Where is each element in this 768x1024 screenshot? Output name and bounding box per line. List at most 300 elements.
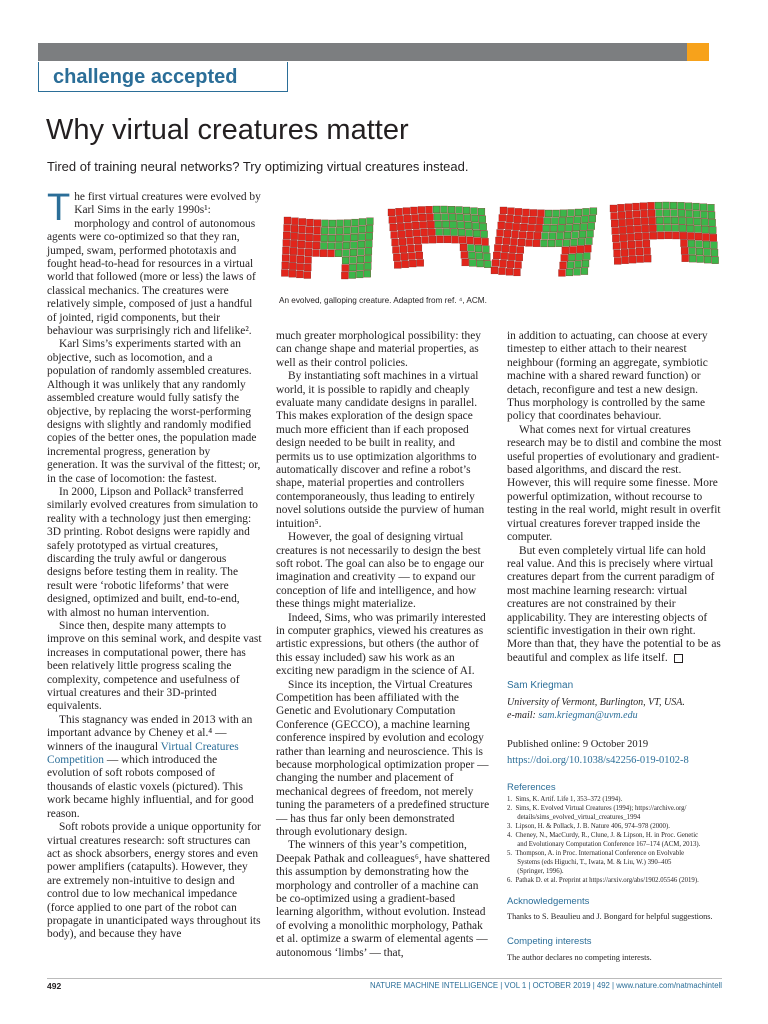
- voxel: [515, 262, 522, 269]
- voxel: [634, 218, 641, 225]
- voxel: [610, 205, 617, 212]
- voxel: [464, 215, 471, 222]
- voxel: [289, 263, 296, 270]
- voxel: [365, 248, 372, 255]
- voxel: [577, 246, 584, 253]
- voxel: [451, 229, 458, 236]
- voxel: [625, 204, 632, 211]
- voxel: [505, 223, 512, 230]
- voxel: [655, 202, 662, 209]
- voxel: [533, 240, 540, 247]
- voxel: [626, 219, 633, 226]
- voxel: [544, 218, 551, 225]
- voxel: [435, 221, 442, 228]
- voxel: [693, 203, 700, 210]
- voxel: [283, 232, 290, 239]
- voxel: [344, 227, 351, 234]
- voxel: [329, 220, 336, 227]
- paragraph: Soft robots provide a unique opportunity for virtual creatures research: soft structures can act as shock absorbers, energy stores and even power amplifiers (catapults). However, they are extremely non-intuitive to design and control due to low mechanical impedance (force applied to one part of the robot can propagate in unanticipated ways throughout its body), and because they have: [47, 821, 261, 941]
- voxel: [343, 242, 350, 249]
- paragraph: Since then, despite many attempts to improve on this seminal work, and despite vast increases in computational power, there has been relatively little progress scaling the complexity, competence and usefulness of virtual creatures and their 3D-printed equivalents.: [47, 620, 262, 713]
- voxel: [671, 210, 678, 217]
- voxel: [365, 240, 372, 247]
- voxel: [320, 242, 327, 249]
- voxel: [463, 207, 470, 214]
- voxel: [298, 234, 305, 241]
- voxel: [328, 243, 335, 250]
- voxel: [426, 206, 433, 213]
- voxel: [563, 240, 570, 247]
- voxel: [282, 262, 289, 269]
- voxel: [321, 235, 328, 242]
- paragraph-text: — which introduced the evolution of soft robots composed of thousands of elastic voxels (pictured). This work became highly influential, and for good reason.: [47, 754, 254, 820]
- voxel: [460, 244, 467, 251]
- voxel: [313, 235, 320, 242]
- voxel: [657, 232, 664, 239]
- voxel: [305, 242, 312, 249]
- voxel: [694, 218, 701, 225]
- voxel: [704, 256, 711, 263]
- creature-pose: [281, 217, 373, 279]
- voxel: [419, 214, 426, 221]
- voxel: [471, 215, 478, 222]
- column-3: [507, 330, 723, 964]
- voxel: [582, 260, 589, 267]
- voxel: [681, 240, 688, 247]
- voxel: [686, 218, 693, 225]
- voxel: [686, 210, 693, 217]
- voxel: [465, 222, 472, 229]
- voxel: [290, 240, 297, 247]
- voxel: [650, 232, 657, 239]
- author-name: Sam Kriegman: [507, 680, 574, 692]
- voxel: [444, 236, 451, 243]
- voxel: [441, 214, 448, 221]
- voxel: [396, 208, 403, 215]
- voxel: [502, 245, 509, 252]
- email-link[interactable]: sam.kriegman@uvm.edu: [538, 709, 638, 721]
- voxel: [618, 204, 625, 211]
- voxel: [304, 272, 311, 279]
- voxel: [284, 217, 291, 224]
- voxel: [461, 252, 468, 259]
- voxel: [671, 217, 678, 224]
- voxel: [357, 264, 364, 271]
- voxel: [516, 254, 523, 261]
- voxel: [477, 260, 484, 267]
- voxel: [467, 237, 474, 244]
- voxel: [536, 217, 543, 224]
- voxel: [474, 238, 481, 245]
- paragraph: In 2000, Lipson and Pollack³ transferred similarly evolved creatures from simulation to reality with a technology just then emerging: 3D printing. Robot designs were rapidly and safely prototyped as virtual creatures, discarding the truly awful or dangerous designs before testing them in reality. The result were ‘robotic lifeforms’ that were designed, optimized and built, end-to-end, with almost no human intervention.: [47, 485, 258, 619]
- voxel: [342, 257, 349, 264]
- voxel: [307, 219, 314, 226]
- voxel: [711, 249, 718, 256]
- competition-link[interactable]: Virtual Creatures Competition: [47, 740, 239, 767]
- voxel: [704, 249, 711, 256]
- voxel: [506, 215, 513, 222]
- voxel: [575, 209, 582, 216]
- voxel: [648, 210, 655, 217]
- voxel: [571, 239, 578, 246]
- voxel: [644, 248, 651, 255]
- voxel: [356, 271, 363, 278]
- paragraph: Indeed, Sims, who was primarily interested in computer graphics, viewed his creatures as artistic expressions, but others (the author of this essay included) saw his work as an exciting new paradigm in the science of AI.: [276, 611, 486, 678]
- references-heading: References: [507, 782, 556, 794]
- end-mark-icon: [674, 654, 683, 663]
- voxel: [475, 245, 482, 252]
- voxel: [514, 269, 521, 276]
- voxel: [290, 248, 297, 255]
- voxel: [437, 236, 444, 243]
- voxel: [712, 257, 719, 264]
- voxel: [709, 227, 716, 234]
- voxel: [366, 225, 373, 232]
- voxel: [681, 247, 688, 254]
- voxel: [351, 227, 358, 234]
- voxel: [415, 245, 422, 252]
- voxel: [412, 222, 419, 229]
- voxel: [576, 253, 583, 260]
- voxel: [566, 217, 573, 224]
- voxel: [702, 226, 709, 233]
- voxel: [429, 236, 436, 243]
- voxel: [359, 226, 366, 233]
- voxel: [559, 217, 566, 224]
- paragraph: However, the goal of designing virtual creatures is not necessarily to design the best soft robot. The goal can also be to engage our imagination and creativity — to expand our conception of life and intelligence, and how these things might materialize.: [276, 531, 484, 611]
- voxel: [305, 257, 312, 264]
- paragraph-text: But even completely virtual life can hold real value. And this is precisely where virtual creatures depart from the current paradigm of most machine learning research: virtual creatures are not constrained by their applicability. They are interesting objects of scientific investigation in their own right. More than that, they have the potential to be as beautiful and complex as life itself.: [507, 544, 721, 664]
- doi-link[interactable]: https://doi.org/10.1038/s42256-019-0102-8: [507, 754, 689, 766]
- voxel: [614, 250, 621, 257]
- voxel: [679, 217, 686, 224]
- section-tag: [38, 62, 288, 92]
- voxel: [672, 232, 679, 239]
- voxel: [483, 246, 490, 253]
- voxel: [566, 269, 573, 276]
- voxel: [629, 256, 636, 263]
- reference-line: 1. Sims, K. Artif. Life 1, 353–372 (1994).: [507, 795, 623, 803]
- voxel: [694, 226, 701, 233]
- voxel: [663, 210, 670, 217]
- voxel: [282, 255, 289, 262]
- references-list: [507, 795, 723, 885]
- voxel: [414, 237, 421, 244]
- voxel: [448, 206, 455, 213]
- acknowledgements-text: Thanks to S. Beaulieu and J. Bongard for helpful suggestions.: [507, 912, 713, 921]
- voxel: [459, 237, 466, 244]
- voxel: [612, 228, 619, 235]
- voxel: [457, 222, 464, 229]
- voxel: [358, 249, 365, 256]
- voxel: [343, 235, 350, 242]
- voxel: [436, 229, 443, 236]
- voxel: [583, 253, 590, 260]
- voxel: [700, 204, 707, 211]
- voxel: [678, 202, 685, 209]
- voxel: [289, 270, 296, 277]
- voxel: [473, 230, 480, 237]
- voxel: [390, 224, 397, 231]
- voxel: [534, 232, 541, 239]
- voxel: [633, 211, 640, 218]
- voxel: [541, 240, 548, 247]
- voxel: [565, 225, 572, 232]
- competing-interests-text: The author declares no competing interests.: [507, 952, 652, 962]
- voxel: [350, 242, 357, 249]
- voxel: [433, 206, 440, 213]
- voxel: [349, 264, 356, 271]
- voxel: [588, 223, 595, 230]
- voxel: [364, 263, 371, 270]
- voxel: [421, 229, 428, 236]
- reference-line: 5. Thompson, A. in Proc. International Conference on Evolvable: [507, 849, 685, 857]
- voxel: [689, 255, 696, 262]
- voxel: [472, 223, 479, 230]
- voxel: [528, 225, 535, 232]
- journal-footer: NATURE MACHINE INTELLIGENCE | VOL 1 | OCTOBER 2019 | 492 | www.nature.com/natmachintell: [369, 981, 722, 990]
- voxel: [708, 212, 715, 219]
- voxel: [551, 218, 558, 225]
- voxel: [530, 210, 537, 217]
- voxel: [520, 224, 527, 231]
- reference-line: details/sims_evolved_virtual_creatures_1994: [507, 813, 641, 821]
- voxel: [499, 268, 506, 275]
- voxel: [389, 217, 396, 224]
- voxel: [636, 248, 643, 255]
- voxel: [434, 214, 441, 221]
- voxel: [349, 272, 356, 279]
- voxel: [559, 270, 566, 277]
- paragraph: Karl Sims’s experiments started with an objective, such as locomotion, and a population of randomly assembled creatures. Although it was unlikely that any randomly assembled creature would fully satisfy the objective, by replacing the worst-performing designs with slightly and randomly modified copies of the better ones, the population made incremental progress, generation by generation. It was the survival of the fittest; or, in the case of locomotion: the fastest.: [47, 338, 261, 485]
- voxel: [322, 220, 329, 227]
- voxel: [514, 216, 521, 223]
- voxel: [503, 238, 510, 245]
- voxel: [526, 240, 533, 247]
- reference-line: Systems (eds Higuchi, T., Iwata, M. & Liu, W.) 390–405: [507, 858, 672, 866]
- voxel: [291, 225, 298, 232]
- voxel: [579, 231, 586, 238]
- voxel: [696, 241, 703, 248]
- voxel: [696, 248, 703, 255]
- voxel: [411, 207, 418, 214]
- reference-line: 2. Sims, K. Evolved Virtual Creatures (1994); https://archive.org/: [507, 804, 687, 812]
- paragraph: What comes next for virtual creatures research may be to distil and combine the most useful properties of evolutionary and gradient-based algorithms, and discard the rest. However, this will require some finesse. More powerful optimization, without recourse to testing in the real world, might result in overfit virtual creatures forever trapped inside the computer.: [507, 423, 722, 544]
- footer-rule: [47, 978, 722, 979]
- voxel: [480, 223, 487, 230]
- voxel: [428, 229, 435, 236]
- voxel: [283, 247, 290, 254]
- voxel: [299, 219, 306, 226]
- voxel: [621, 242, 628, 249]
- voxel: [627, 226, 634, 233]
- voxel: [417, 260, 424, 267]
- voxel: [283, 240, 290, 247]
- voxel: [635, 233, 642, 240]
- voxel: [403, 208, 410, 215]
- voxel: [491, 267, 498, 274]
- voxel: [561, 255, 568, 262]
- voxel: [418, 207, 425, 214]
- voxel: [341, 272, 348, 279]
- voxel: [442, 221, 449, 228]
- voxel: [299, 226, 306, 233]
- voxel: [305, 249, 312, 256]
- voxel: [672, 225, 679, 232]
- voxel: [560, 262, 567, 269]
- voxel: [678, 210, 685, 217]
- voxel: [581, 268, 588, 275]
- voxel: [344, 220, 351, 227]
- voxel: [641, 218, 648, 225]
- voxel: [335, 250, 342, 257]
- voxel: [629, 249, 636, 256]
- voxel: [413, 230, 420, 237]
- voxel: [329, 228, 336, 235]
- voxel: [452, 236, 459, 243]
- voxel: [643, 240, 650, 247]
- paragraph-text: This stagnancy was ended in 2013 with an important advance by Cheney et al.⁴ — winners of the inaugural: [47, 713, 253, 753]
- voxel: [634, 226, 641, 233]
- voxel: [573, 224, 580, 231]
- voxel: [306, 234, 313, 241]
- voxel: [450, 221, 457, 228]
- voxel: [682, 255, 689, 262]
- voxel: [441, 206, 448, 213]
- voxel: [391, 232, 398, 239]
- voxel: [402, 261, 409, 268]
- reference-line: (Springer, 1996).: [507, 867, 564, 875]
- voxel: [367, 218, 374, 225]
- voxel: [680, 232, 687, 239]
- voxel: [482, 238, 489, 245]
- voxel: [359, 219, 366, 226]
- voxel: [468, 245, 475, 252]
- voxel: [587, 230, 594, 237]
- voxel: [670, 202, 677, 209]
- voxel: [404, 215, 411, 222]
- voxel: [679, 225, 686, 232]
- voxel: [501, 253, 508, 260]
- voxel: [336, 235, 343, 242]
- voxel: [663, 202, 670, 209]
- voxel: [656, 217, 663, 224]
- voxel: [352, 219, 359, 226]
- voxel: [321, 227, 328, 234]
- voxel: [572, 232, 579, 239]
- creature-pose: [491, 207, 597, 276]
- voxel: [695, 233, 702, 240]
- voxel: [685, 203, 692, 210]
- voxel: [358, 241, 365, 248]
- voxel: [633, 203, 640, 210]
- voxel: [512, 231, 519, 238]
- reference-line: 4. Cheney, N., MacCurdy, R., Clune, J. & Lipson, H. in Proc. Genetic: [507, 831, 699, 839]
- creature-pose: [610, 202, 719, 264]
- voxel: [304, 264, 311, 271]
- email-label: e-mail:: [507, 709, 539, 721]
- column-2: [276, 330, 491, 960]
- voxel: [343, 250, 350, 257]
- page-number: 492: [47, 981, 62, 991]
- paragraph: By instantiating soft machines in a virtual world, it is possible to rapidly and cheaply evaluate many candidate designs in parallel. This makes exploration of the design space much more efficient than if each proposed design needed to be built in reality, and permits us to use optimization algorithms to automatically discover and refine a robot’s shape, material properties and controllers contemporaneously, thus leading to entirely novel solutions outside the purview of human intuition⁵.: [276, 370, 485, 530]
- voxel: [688, 240, 695, 247]
- voxel: [297, 256, 304, 263]
- voxel: [351, 234, 358, 241]
- voxel: [306, 227, 313, 234]
- voxel: [701, 211, 708, 218]
- voxel: [313, 242, 320, 249]
- voxel: [313, 250, 320, 257]
- voxel: [568, 210, 575, 217]
- voxel: [476, 253, 483, 260]
- voxel: [498, 222, 505, 229]
- voxel: [416, 252, 423, 259]
- voxel: [458, 229, 465, 236]
- author-affiliation: University of Vermont, Burlington, VT, USA.: [507, 696, 685, 708]
- voxel: [407, 238, 414, 245]
- voxel: [687, 233, 694, 240]
- paragraph: Since its inception, the Virtual Creatures Competition has been affiliated with the Genetic and Evolutionary Computation Conference (GECCO), a machine learning conference inspired by evolution and ecology rather than learning and neuroscience. This is because morphological optimization proper — changing the number and placement of mechanical degrees of freedom, not merely tuning the parameters of a predefined structure — has thus far only been demonstrated through evolutionary design.: [276, 678, 490, 839]
- voxel: [511, 238, 518, 245]
- voxel: [290, 255, 297, 262]
- voxel: [611, 220, 618, 227]
- voxel: [336, 227, 343, 234]
- voxel: [649, 217, 656, 224]
- voxel: [481, 231, 488, 238]
- standfirst: Tired of training neural networks? Try optimizing virtual creatures instead.: [47, 159, 469, 174]
- voxel: [292, 218, 299, 225]
- column-1: [47, 187, 262, 942]
- voxel: [342, 265, 349, 272]
- voxel: [365, 255, 372, 262]
- voxel: [483, 253, 490, 260]
- voxel: [560, 210, 567, 217]
- voxel: [644, 255, 651, 262]
- voxel: [556, 240, 563, 247]
- voxel: [702, 234, 709, 241]
- reference-line: 3. Lipson, H. & Pollack, J. B. Nature 406, 974–978 (2000).: [507, 822, 670, 830]
- voxel: [291, 233, 298, 240]
- voxel: [584, 245, 591, 252]
- voxel: [328, 250, 335, 257]
- voxel: [426, 214, 433, 221]
- voxel: [523, 209, 530, 216]
- voxel: [492, 260, 499, 267]
- voxel: [549, 233, 556, 240]
- voxel: [628, 241, 635, 248]
- section-tag-label: challenge accepted: [53, 66, 238, 88]
- header-accent: [687, 43, 709, 61]
- voxel: [493, 252, 500, 259]
- paragraph: much greater morphological possibility: they can change shape and material properties, as well as their control policies.: [276, 330, 481, 369]
- creature-figure: [276, 187, 723, 290]
- voxel: [281, 270, 288, 277]
- voxel: [401, 253, 408, 260]
- voxel: [398, 231, 405, 238]
- voxel: [400, 246, 407, 253]
- voxel: [478, 208, 485, 215]
- voxel: [350, 257, 357, 264]
- voxel: [701, 219, 708, 226]
- paragraph: The winners of this year’s competition, Deepak Pathak and colleagues⁶, have shattered this assumption by demonstrating how the morphology and controller of a machine can be co-optimized using a gradient-based learning algorithm, without evolution. Instead of evolving a monolithic morphology, Pathak et al. optimize a swarm of elemental agents — autonomous ‘limbs’ — that,: [276, 839, 490, 959]
- voxel: [284, 225, 291, 232]
- voxel: [456, 214, 463, 221]
- voxel: [642, 225, 649, 232]
- voxel: [687, 225, 694, 232]
- voxel: [357, 256, 364, 263]
- voxel: [411, 215, 418, 222]
